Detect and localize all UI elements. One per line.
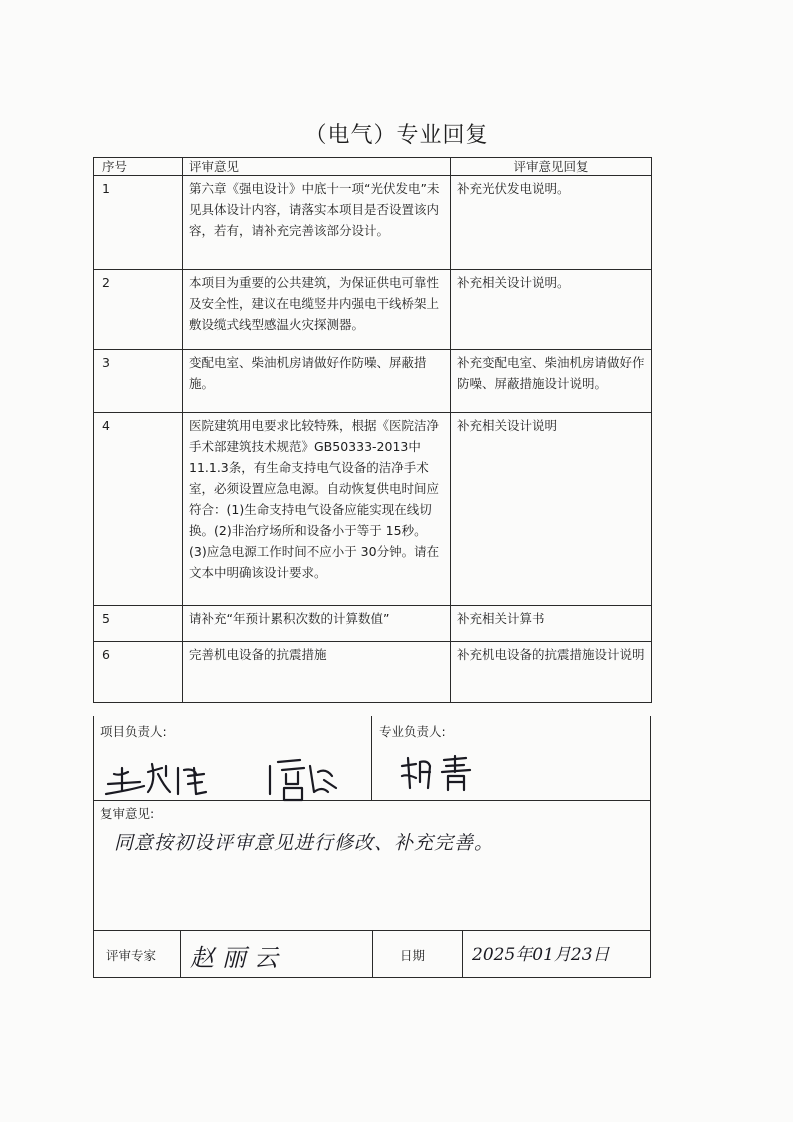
row-reply: 补充相关设计说明 [451, 413, 652, 606]
row-no: 6 [94, 642, 183, 703]
expert-label: 评审专家 [106, 948, 157, 963]
header-no: 序号 [94, 158, 183, 176]
discipline-lead-signature-image [394, 752, 494, 796]
review-opinion-label: 复审意见: [100, 806, 155, 821]
row-opinion: 完善机电设备的抗震措施 [183, 642, 451, 703]
project-lead-signature-image [100, 746, 350, 802]
expert-signature: 赵丽云 [190, 944, 286, 972]
table-row [94, 642, 652, 703]
table-row [94, 176, 652, 270]
row-reply: 补充相关计算书 [451, 606, 652, 642]
divider [180, 930, 181, 978]
row-no: 3 [94, 350, 183, 413]
row-reply: 补充相关设计说明。 [451, 270, 652, 350]
row-no: 2 [94, 270, 183, 350]
date-label: 日期 [400, 948, 426, 963]
row-reply: 补充机电设备的抗震措施设计说明 [451, 642, 652, 703]
divider [372, 930, 373, 978]
date-value: 2025年01月23日 [472, 945, 610, 965]
signoff-section [93, 716, 651, 978]
table-row [94, 350, 652, 413]
row-no: 5 [94, 606, 183, 642]
review-table [93, 157, 652, 703]
table-row [94, 413, 652, 606]
row-opinion: 第六章《强电设计》中底十一项“光伏发电”未见具体设计内容，请落实本项目是否设置该内容，若有，请补充完善该部分设计。 [183, 176, 451, 270]
divider [462, 930, 463, 978]
review-opinion-handwriting: 同意按初设评审意见进行修改、补充完善。 [114, 832, 495, 854]
table-row [94, 606, 652, 642]
row-no: 4 [94, 413, 183, 606]
page-title: （电气）专业回复 [304, 123, 489, 148]
row-opinion: 请补充“年预计累积次数的计算数值” [183, 606, 451, 642]
table-row [94, 270, 652, 350]
row-opinion: 变配电室、柴油机房请做好作防噪、屏蔽措施。 [183, 350, 451, 413]
discipline-lead-label: 专业负责人: [379, 724, 446, 739]
row-opinion: 本项目为重要的公共建筑，为保证供电可靠性及安全性，建议在电缆竖井内强电干线桥架上敷设缆式线型感温火灾探测器。 [183, 270, 451, 350]
header-opinion: 评审意见 [183, 158, 451, 176]
row-reply: 补充光伏发电说明。 [451, 176, 652, 270]
divider [371, 716, 372, 800]
row-reply: 补充变配电室、柴油机房请做好作防噪、屏蔽措施设计说明。 [451, 350, 652, 413]
table-header-row [94, 158, 652, 176]
row-opinion: 医院建筑用电要求比较特殊，根据《医院洁净手术部建筑技术规范》GB50333-2013中 11.1.3条，有生命支持电气设备的洁净手术室，必须设置应急电源。自动恢复供电时间应符合：(1)生命支持电气设备应能实现在线切换。(2)非治疗场所和设备小于等于 15秒。(3)应急电源工作时间不应小于 30分钟。请在文本中明确该设计要求。 [183, 413, 451, 606]
row-no: 1 [94, 176, 183, 270]
project-lead-label: 项目负责人: [100, 724, 167, 739]
header-reply: 评审意见回复 [451, 158, 652, 176]
